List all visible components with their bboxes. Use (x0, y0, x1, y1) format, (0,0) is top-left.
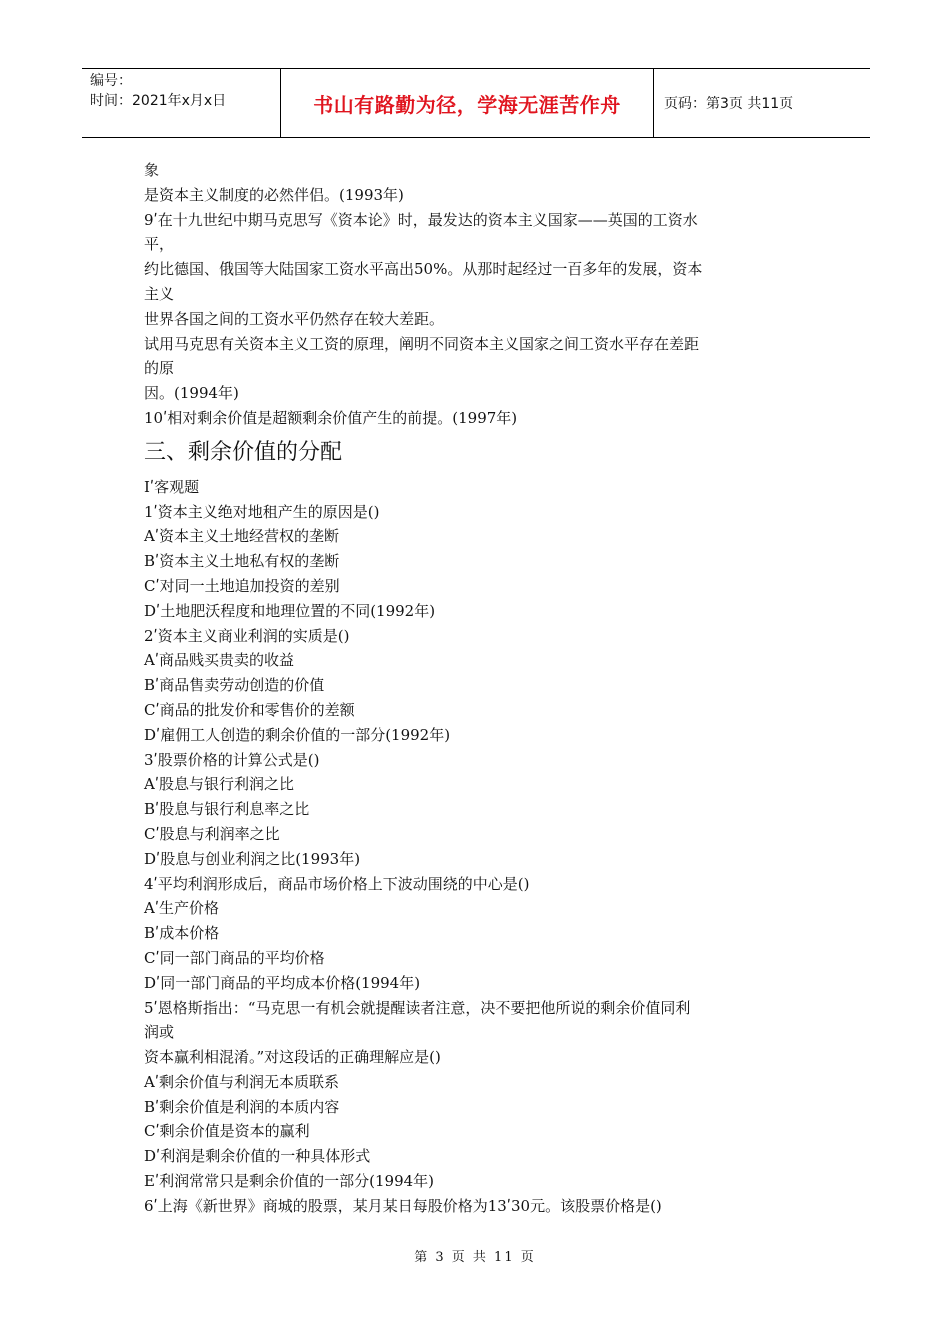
text-line: Eʹ利润常常只是剩余价值的一部分(1994年) (144, 1172, 435, 1191)
text-line: 3ʹ股票价格的计算公式是() (144, 750, 320, 769)
text-line: 资本赢利相混淆。”对这段话的正确理解应是() (144, 1048, 441, 1067)
header-motto: 书山有路勤为径，学海无涯苦作舟 (281, 69, 654, 137)
text-line: Bʹ商品售卖劳动创造的价值 (144, 676, 325, 695)
text-line: Dʹ同一部门商品的平均成本价格(1994年) (144, 973, 421, 992)
text-line: Cʹ剩余价值是资本的赢利 (144, 1122, 310, 1141)
text-line: Cʹ同一部门商品的平均价格 (144, 948, 325, 967)
text-line: 润或 (144, 1023, 175, 1042)
text-line: Cʹ股息与利润率之比 (144, 824, 280, 843)
text-line: Dʹ股息与创业利润之比(1993年) (144, 849, 361, 868)
text-line: Aʹ剩余价值与利润无本质联系 (144, 1072, 340, 1091)
text-line: 9ʹ在十九世纪中期马克思写《资本论》时，最发达的资本主义国家——英国的工资水 (144, 210, 698, 229)
section-title: 三、剩余价值的分配 (144, 439, 343, 465)
text-line: 约比德国、俄国等大陆国家工资水平高出50%。从那时起经过一百多年的发展，资本 (144, 260, 703, 279)
text-line: 是资本主义制度的必然伴侣。(1993年) (144, 185, 404, 204)
text-line: 6ʹ上海《新世界》商城的股票，某月某日每股价格为13ʹ30元。该股票价格是() (144, 1196, 662, 1215)
page-header (82, 68, 870, 138)
text-line: 2ʹ资本主义商业利润的实质是() (144, 626, 350, 645)
text-line: 平， (144, 235, 175, 254)
text-line: 因。(1994年) (144, 384, 239, 403)
header-meta (82, 69, 281, 137)
text-line: 10ʹ相对剩余价值是超额剩余价值产生的前提。(1997年) (144, 408, 518, 427)
text-line: Bʹ资本主义土地私有权的垄断 (144, 552, 340, 571)
header-page-info: 页码：第3页 共11页 (664, 96, 794, 112)
document-body (144, 158, 804, 1219)
text-line: 的原 (144, 359, 175, 378)
text-block-before (144, 158, 804, 431)
text-line: Dʹ利润是剩余价值的一种具体形式 (144, 1147, 371, 1166)
time-label: 时间：2021年x月x日 (90, 93, 227, 109)
text-line: 1ʹ资本主义绝对地租产生的原因是() (144, 502, 380, 521)
text-line: Aʹ股息与银行利润之比 (144, 775, 295, 794)
text-line: 4ʹ平均利润形成后，商品市场价格上下波动围绕的中心是() (144, 874, 530, 893)
text-line: Dʹ雇佣工人创造的剩余价值的一部分(1992年) (144, 725, 451, 744)
text-block-after (144, 475, 804, 1219)
text-line: 象 (144, 161, 160, 179)
text-line: Dʹ土地肥沃程度和地理位置的不同(1992年) (144, 601, 436, 620)
text-line: Cʹ商品的批发价和零售价的差额 (144, 700, 355, 719)
text-line: 世界各国之间的工资水平仍然存在较大差距。 (144, 309, 445, 328)
text-line: 试用马克思有关资本主义工资的原理，阐明不同资本主义国家之间工资水平存在差距 (144, 334, 700, 353)
text-line: Iʹ客观题 (144, 477, 200, 496)
number-label: 编号： (90, 73, 132, 89)
text-line: Cʹ对同一土地追加投资的差别 (144, 576, 340, 595)
text-line: Bʹ股息与银行利息率之比 (144, 800, 310, 819)
text-line: Aʹ商品贱买贵卖的收益 (144, 651, 295, 670)
text-line: Aʹ生产价格 (144, 899, 220, 918)
text-line: Bʹ剩余价值是利润的本质内容 (144, 1097, 340, 1116)
page-footer: 第 3 页 共 11 页 (414, 1250, 536, 1265)
text-line: 5ʹ恩格斯指出：“马克思一有机会就提醒读者注意，决不要把他所说的剩余价值同利 (144, 998, 691, 1017)
text-line: 主义 (144, 284, 175, 303)
text-line: Aʹ资本主义土地经营权的垄断 (144, 527, 340, 546)
text-line: Bʹ成本价格 (144, 924, 220, 943)
